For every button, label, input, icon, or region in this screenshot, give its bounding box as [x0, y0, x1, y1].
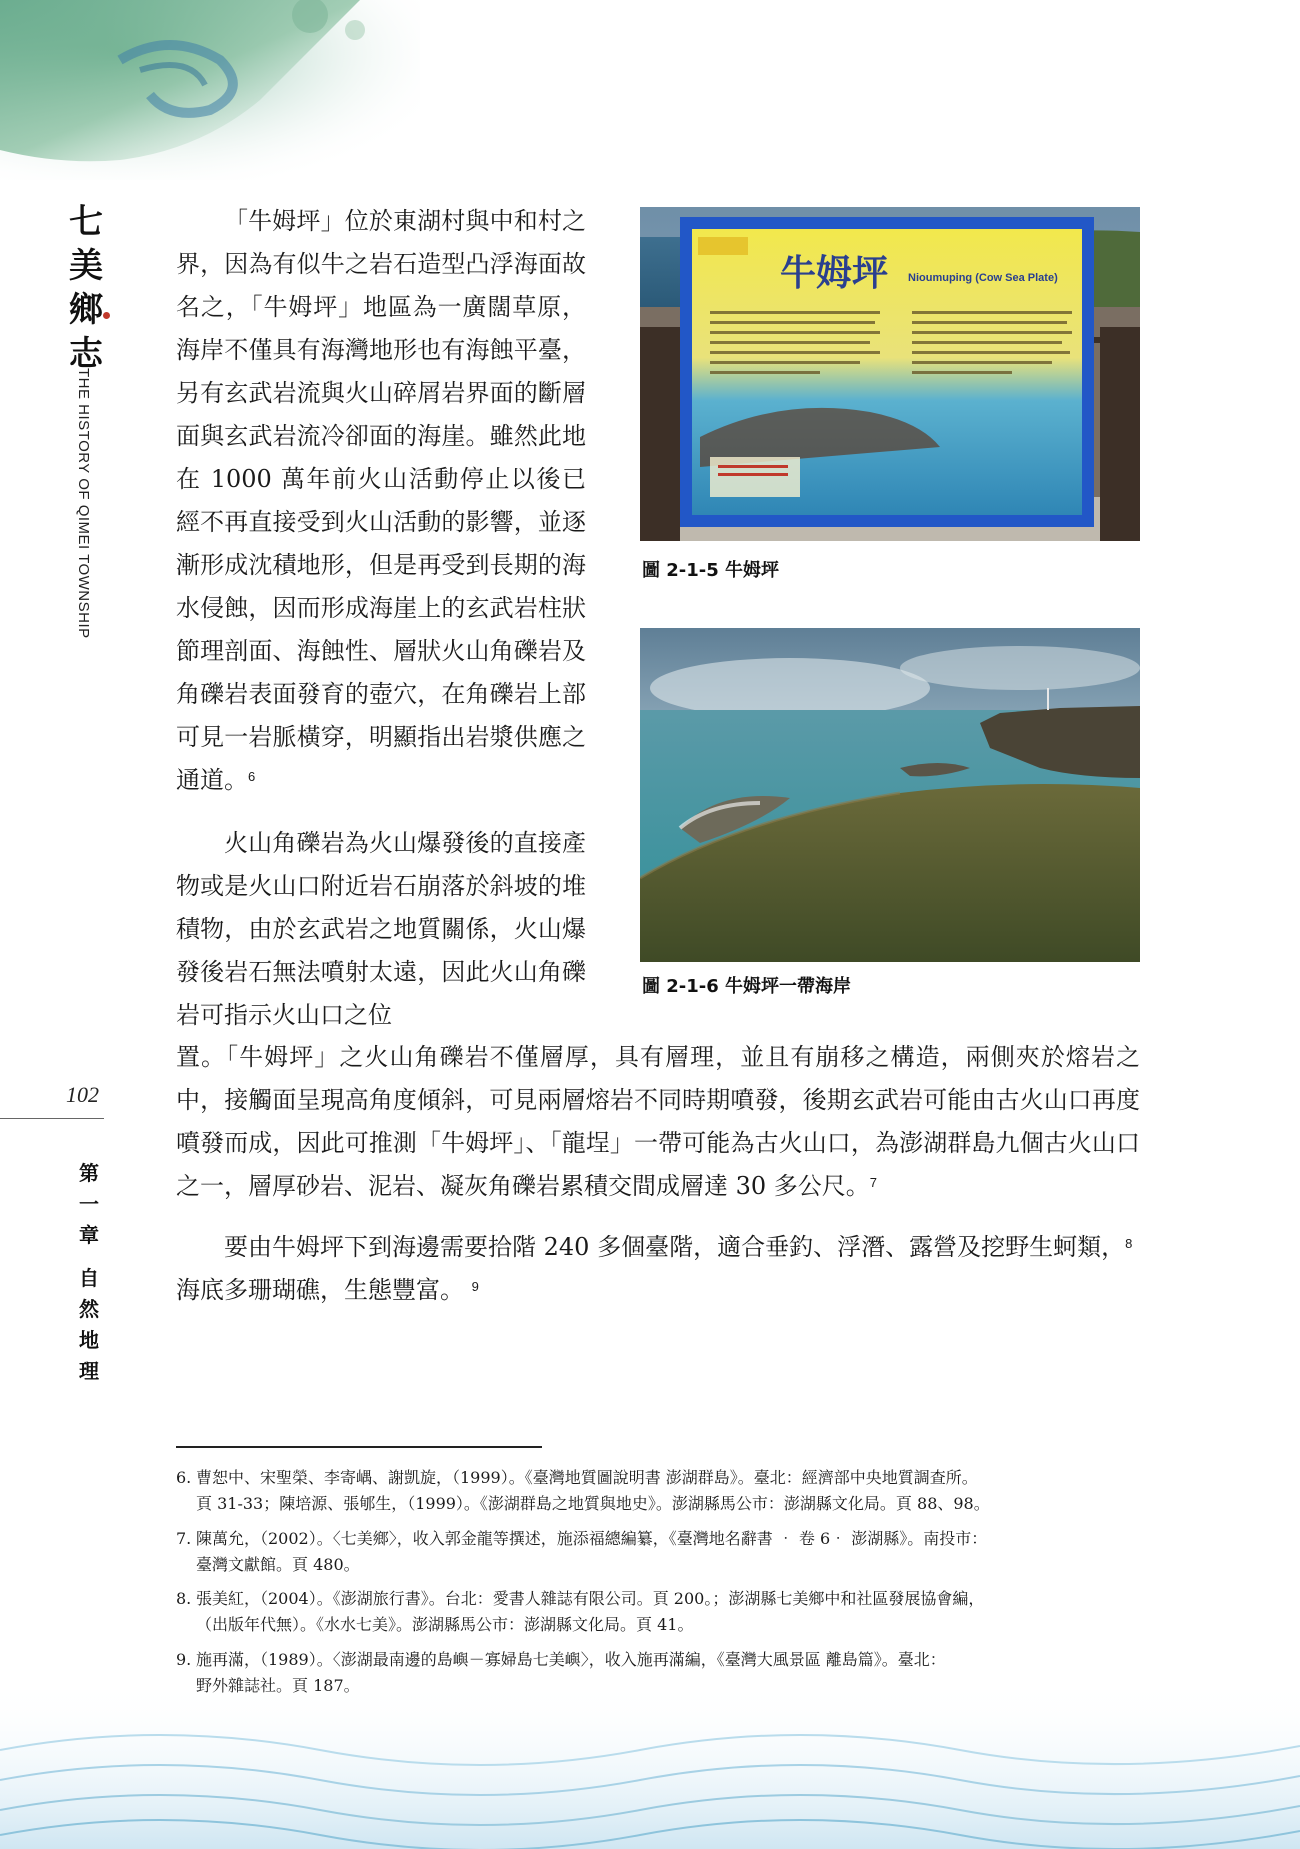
footnote-8	[176, 1586, 1140, 1638]
footnote-text: 頁 31-33；陳培源、張郇生，（1999）。《澎湖群島之地質與地史》。澎湖縣馬公市：澎湖縣文化局。頁 88、98。	[196, 1494, 990, 1513]
footnote-separator	[176, 1446, 542, 1448]
book-title-english: THE HISTORY OF QIMEI TOWNSHIP	[75, 368, 92, 639]
paragraph-text: 「牛姆坪」位於東湖村與中和村之界，因為有似牛之岩石造型凸浮海面故名之，「牛姆坪」地區為一廣闊草原，海岸不僅具有海灣地形也有海蝕平臺，另有玄武岩流與火山碎屑岩界面的斷層面與玄武岩流冷卻面的海崖。雖然此地在 1000 萬年前火山活動停止以後已經不再直接受到火山活動的影響，並逐漸形成沈積地形，但是再受到長期的海水侵蝕，因而形成海崖上的玄武岩柱狀節理剖面、海蝕性、層狀火山角礫岩及角礫岩表面發育的壺穴，在角礫岩上部可見一岩脈橫穿，明顯指出岩漿供應之通道。	[176, 207, 586, 794]
paragraph-text: 火山角礫岩為火山爆發後的直接產物或是火山口附近岩石崩落於斜坡的堆積物，由於玄武岩之地質關係，火山爆發後岩石無法噴射太遠，因此火山角礫岩可指示火山口之位	[176, 829, 586, 1029]
page-number-rule	[0, 1118, 104, 1119]
footnote-ref[interactable]: 9	[471, 1279, 479, 1294]
footnote-ref[interactable]: 8	[1125, 1236, 1133, 1251]
footnote-number: 8.	[176, 1589, 192, 1608]
paragraph-text: 海底多珊瑚礁，生態豐富。	[176, 1276, 464, 1304]
footnote-number: 7.	[176, 1529, 192, 1548]
figure-caption-1: 圖 2-1-5 牛姆坪	[642, 560, 780, 581]
header-watercolor-decoration	[0, 0, 420, 180]
paragraph-text: 置。「牛姆坪」之火山角礫岩不僅層厚，具有層理，並且有崩移之構造，兩側夾於熔岩之中，接觸面呈現高角度傾斜，可見兩層熔岩不同時期噴發，後期玄武岩可能由古火山口再度噴發而成，因此可推測「牛姆坪」、「龍埕」一帶可能為古火山口，為澎湖群島九個古火山口之一，層厚砂岩、泥岩、凝灰角礫岩累積交間成層達 30 多公尺。	[176, 1043, 1140, 1200]
book-title-vertical	[66, 200, 106, 376]
title-char: 志	[69, 334, 103, 374]
sign-title: 牛姆坪	[780, 252, 889, 294]
figure-caption-2: 圖 2-1-6 牛姆坪一帶海岸	[642, 976, 852, 997]
title-char: 七	[69, 202, 103, 242]
footer-wave-decoration	[0, 1680, 1300, 1849]
body-paragraph-2	[176, 822, 586, 1037]
title-char: 鄉	[69, 290, 103, 330]
footnote-7	[176, 1526, 1140, 1578]
footnote-text: （出版年代無）。《水水七美》。澎湖縣馬公市：澎湖縣文化局。頁 41。	[196, 1615, 694, 1634]
photo-nioumuping-coast	[640, 628, 1140, 962]
footnote-ref[interactable]: 7	[869, 1175, 878, 1190]
sign-subtitle: Nioumuping (Cow Sea Plate)	[908, 272, 1058, 284]
body-paragraph-2-continued	[176, 1036, 1140, 1208]
body-paragraph-3	[176, 1226, 1140, 1312]
footnote-number: 9.	[176, 1650, 192, 1669]
footnote-number: 6.	[176, 1468, 192, 1487]
chapter-char: 理	[79, 1359, 99, 1383]
chapter-char: 一	[79, 1192, 99, 1216]
chapter-char: 自	[79, 1266, 99, 1290]
footnote-text: 張美紅，（2004）。《澎湖旅行書》。台北：愛書人雜誌有限公司。頁 200。；澎湖縣七美鄉中和社區發展協會編，	[196, 1589, 985, 1608]
red-dot-ornament	[103, 312, 110, 319]
body-paragraph-1	[176, 200, 586, 802]
photo-nioumuping-sign	[640, 207, 1140, 541]
footnote-text: 施再滿，（1989）。〈澎湖最南邊的島嶼－寡婦島七美嶼〉，收入施再滿編，《臺灣大風景區 離島篇》。臺北：	[196, 1650, 946, 1669]
chapter-char: 第	[79, 1161, 99, 1185]
footnote-text: 陳萬允，（2002）。〈七美鄉〉，收入郭金龍等撰述，施添福總編纂，《臺灣地名辭書 ‧ 卷 6‧ 澎湖縣》。南投市：	[196, 1529, 988, 1548]
footnote-text: 曹恕中、宋聖榮、李寄嵎、謝凱旋，（1999）。《臺灣地質圖說明書 澎湖群島》。臺北：經濟部中央地質調查所。	[196, 1468, 978, 1487]
title-char: 美	[69, 246, 103, 286]
page-number: 102	[66, 1082, 99, 1107]
footnote-6	[176, 1465, 1140, 1517]
chapter-char: 地	[79, 1328, 99, 1352]
chapter-label-vertical	[74, 1158, 104, 1387]
paragraph-text: 要由牛姆坪下到海邊需要拾階 240 多個臺階，適合垂釣、浮潛、露營及挖野生蚵類，	[224, 1233, 1126, 1261]
chapter-char: 然	[79, 1297, 99, 1321]
footnote-text: 臺灣文獻館。頁 480。	[196, 1555, 360, 1574]
chapter-char: 章	[79, 1223, 99, 1247]
footnote-ref[interactable]: 6	[248, 769, 256, 784]
